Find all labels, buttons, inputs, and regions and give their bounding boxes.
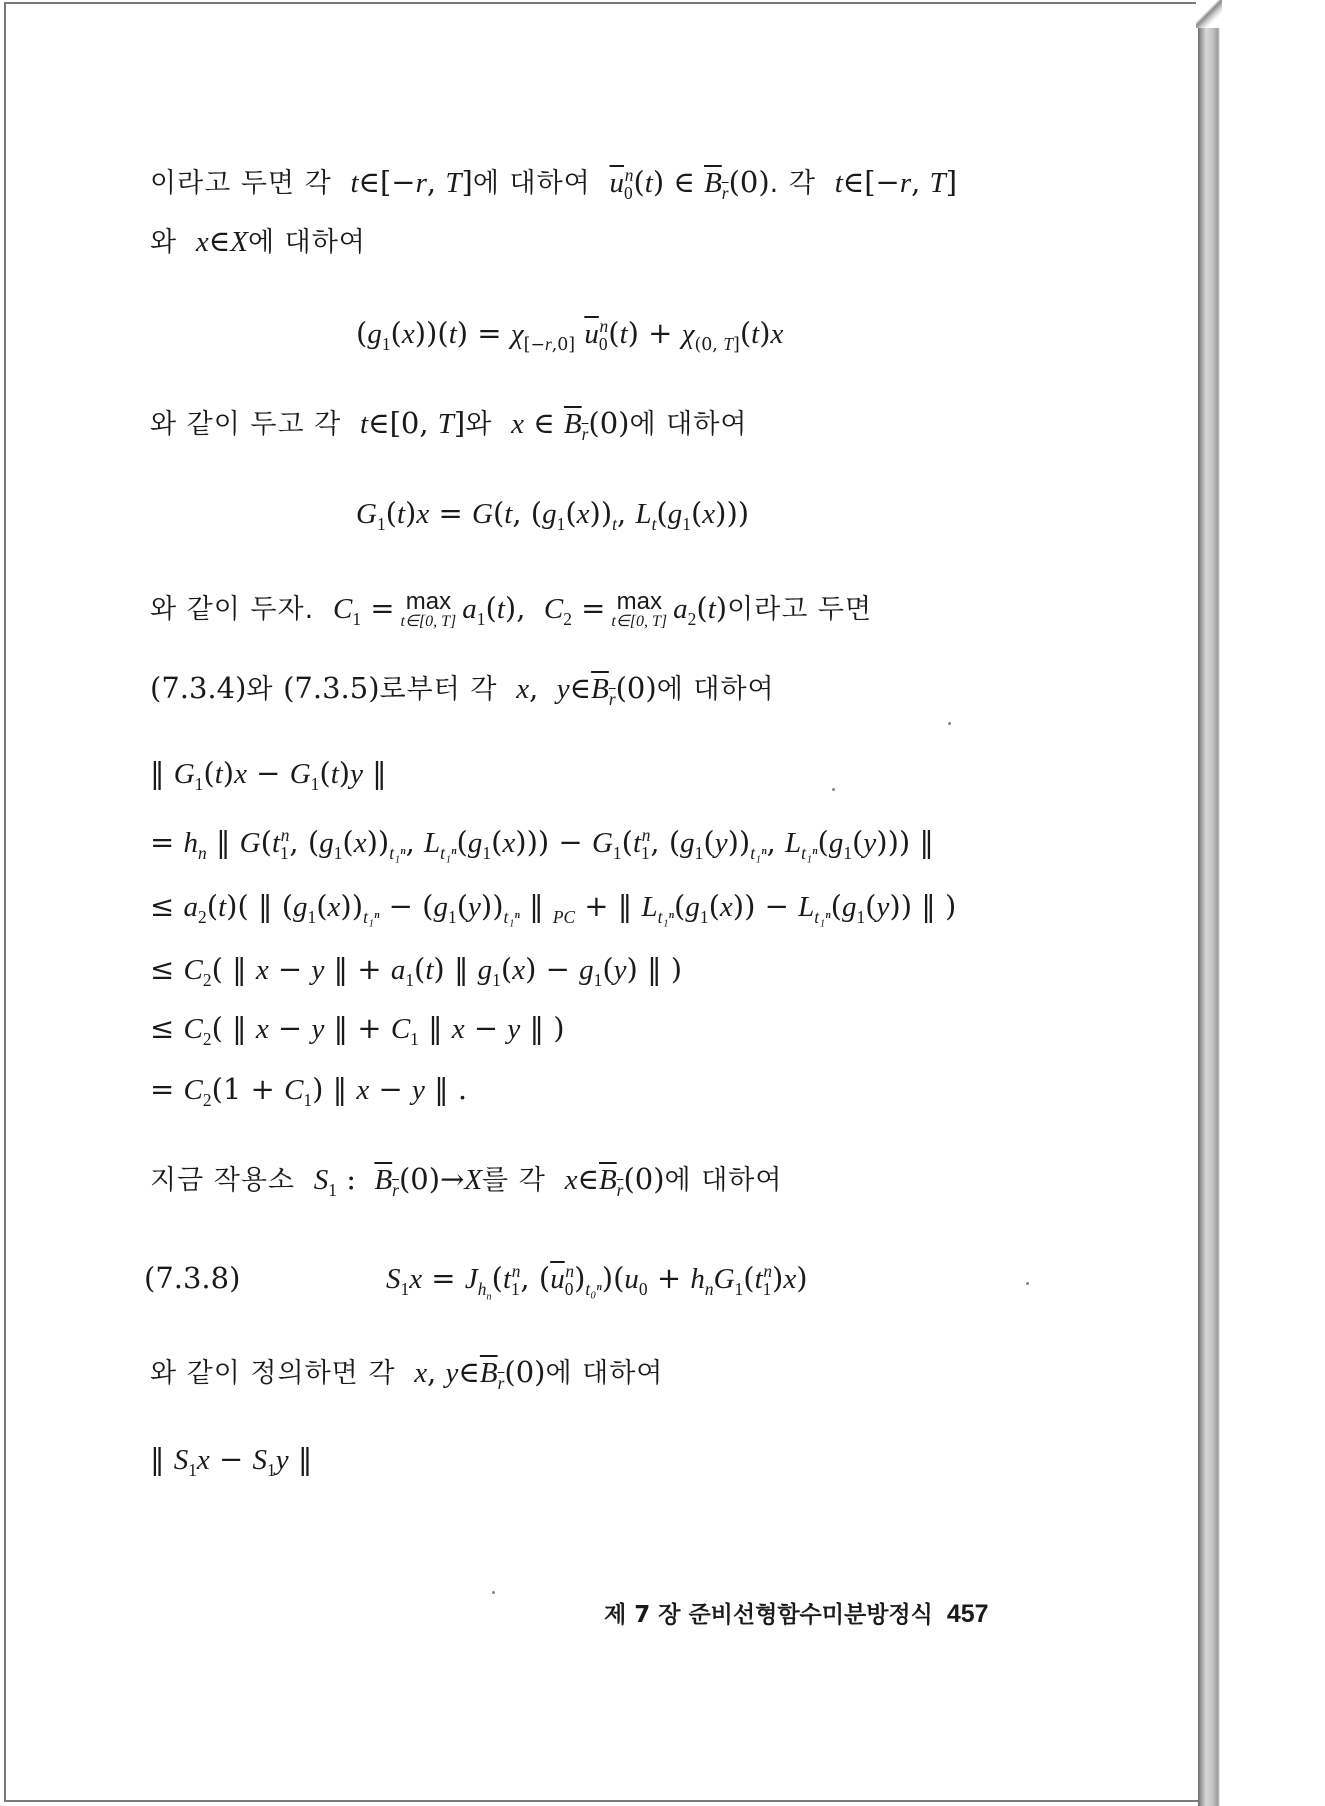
scan-speck [948,722,951,725]
display-equation: $(g_1(x))(t) = \chi_{[-r,0]}$ $\overline{u}_0^n(t) + \chi_{(0, T]}(t)x$ [356,316,784,355]
aligned-equation-line: ≤ $a_2(t)$( ‖ $(g_1(x))_{t_1^n} - (g_1(y))_{t_1^n}$ ‖ $_{PC}$ + ‖ $L_{t_1^n}(g_1(x)) - L_{t_1^n}(g_1(y))$ ‖ ) [150,889,957,927]
text-line: (7.3.4)와 (7.3.5)로부터 각 x, $y\in\overline{B}_{\overline{r}}(0)$에 대하여 [150,671,775,709]
text-line: 와 같이 두자. $C_1$ = max t∈[0, T] $a_1(t)$, $C_2$ = max t∈[0, T] $a_2(t)$이라고 두면 [150,588,873,630]
text-line: 와 같이 정의하면 각 x, $y\in\overline{B}_{\overline{r}}(0)$에 대하여 [150,1355,664,1393]
page-number: 457 [946,1600,989,1628]
text-line: 와 같이 두고 각 t∈[0, T]와 x ∈ $\overline{B}_{\overline{r}}(0)$에 대하여 [150,406,748,444]
aligned-equation-line: ≤ $C_2$( ‖ x − y ‖ + $C_1$ ‖ x − y ‖ ) [150,1011,565,1049]
display-equation: $S_1x = J_{h_n}(t_1^n$, $(\overline{u}_0^n)_{t_0^n})(u_0 + h_nG_1(t_1^n)x)$ [386,1261,808,1303]
text-line: 지금 작용소 $S_1$ : $\overline{B}_{\overline{r}}(0)\to X$를 각 $x\in\overline{B}_{\overline{r}}(0)$에 대하여 [150,1162,783,1200]
scan-speck [832,788,835,791]
aligned-equation-line: ‖ $S_1x - S_1y$ ‖ [150,1442,313,1480]
aligned-equation-line: ≤ $C_2$( ‖ x − y ‖ + $a_1(t)$ ‖ $g_1(x) - g_1(y)$ ‖ ) [150,952,683,990]
scan-speck [492,1591,495,1594]
running-footer [604,1596,989,1629]
page-edge-shadow [1198,0,1220,1806]
text-line: 와 x∈X에 대하여 [150,224,366,258]
aligned-equation-line: = $C_2(1 + C_1)$ ‖ x − y ‖ . [150,1072,468,1110]
display-equation: $G_1(t)x = G(t$, $(g_1(x))_t$, $L_t(g_1(x))$) [356,496,750,534]
aligned-equation-line: ‖ $G_1(t)x - G_1(t)y$ ‖ [150,756,387,794]
equation-label: (7.3.8) [144,1261,241,1295]
page-corner-fold [1196,0,1222,28]
aligned-equation-line: = $h_n$ ‖ $G(t_1^n$, $(g_1(x))_{t_1^n}$, $L_{t_1^n}(g_1(x))) - G_1(t_1^n$, $(g_1(y))_{t_1^n}$, $L_{t_1^n}(g_1(y))$) ‖ [150,825,934,863]
scan-speck [1026,1282,1029,1285]
text-line: 이라고 두면 각 t∈[−r, T]에 대하여 $\overline{u}_0^n(t)$ ∈ $\overline{B}_{\overline{r}}(0)$. 각 t∈[−r, T] [150,165,958,203]
chapter-title: 제 7 장 준비선형함수미분방정식 [604,1602,933,1628]
